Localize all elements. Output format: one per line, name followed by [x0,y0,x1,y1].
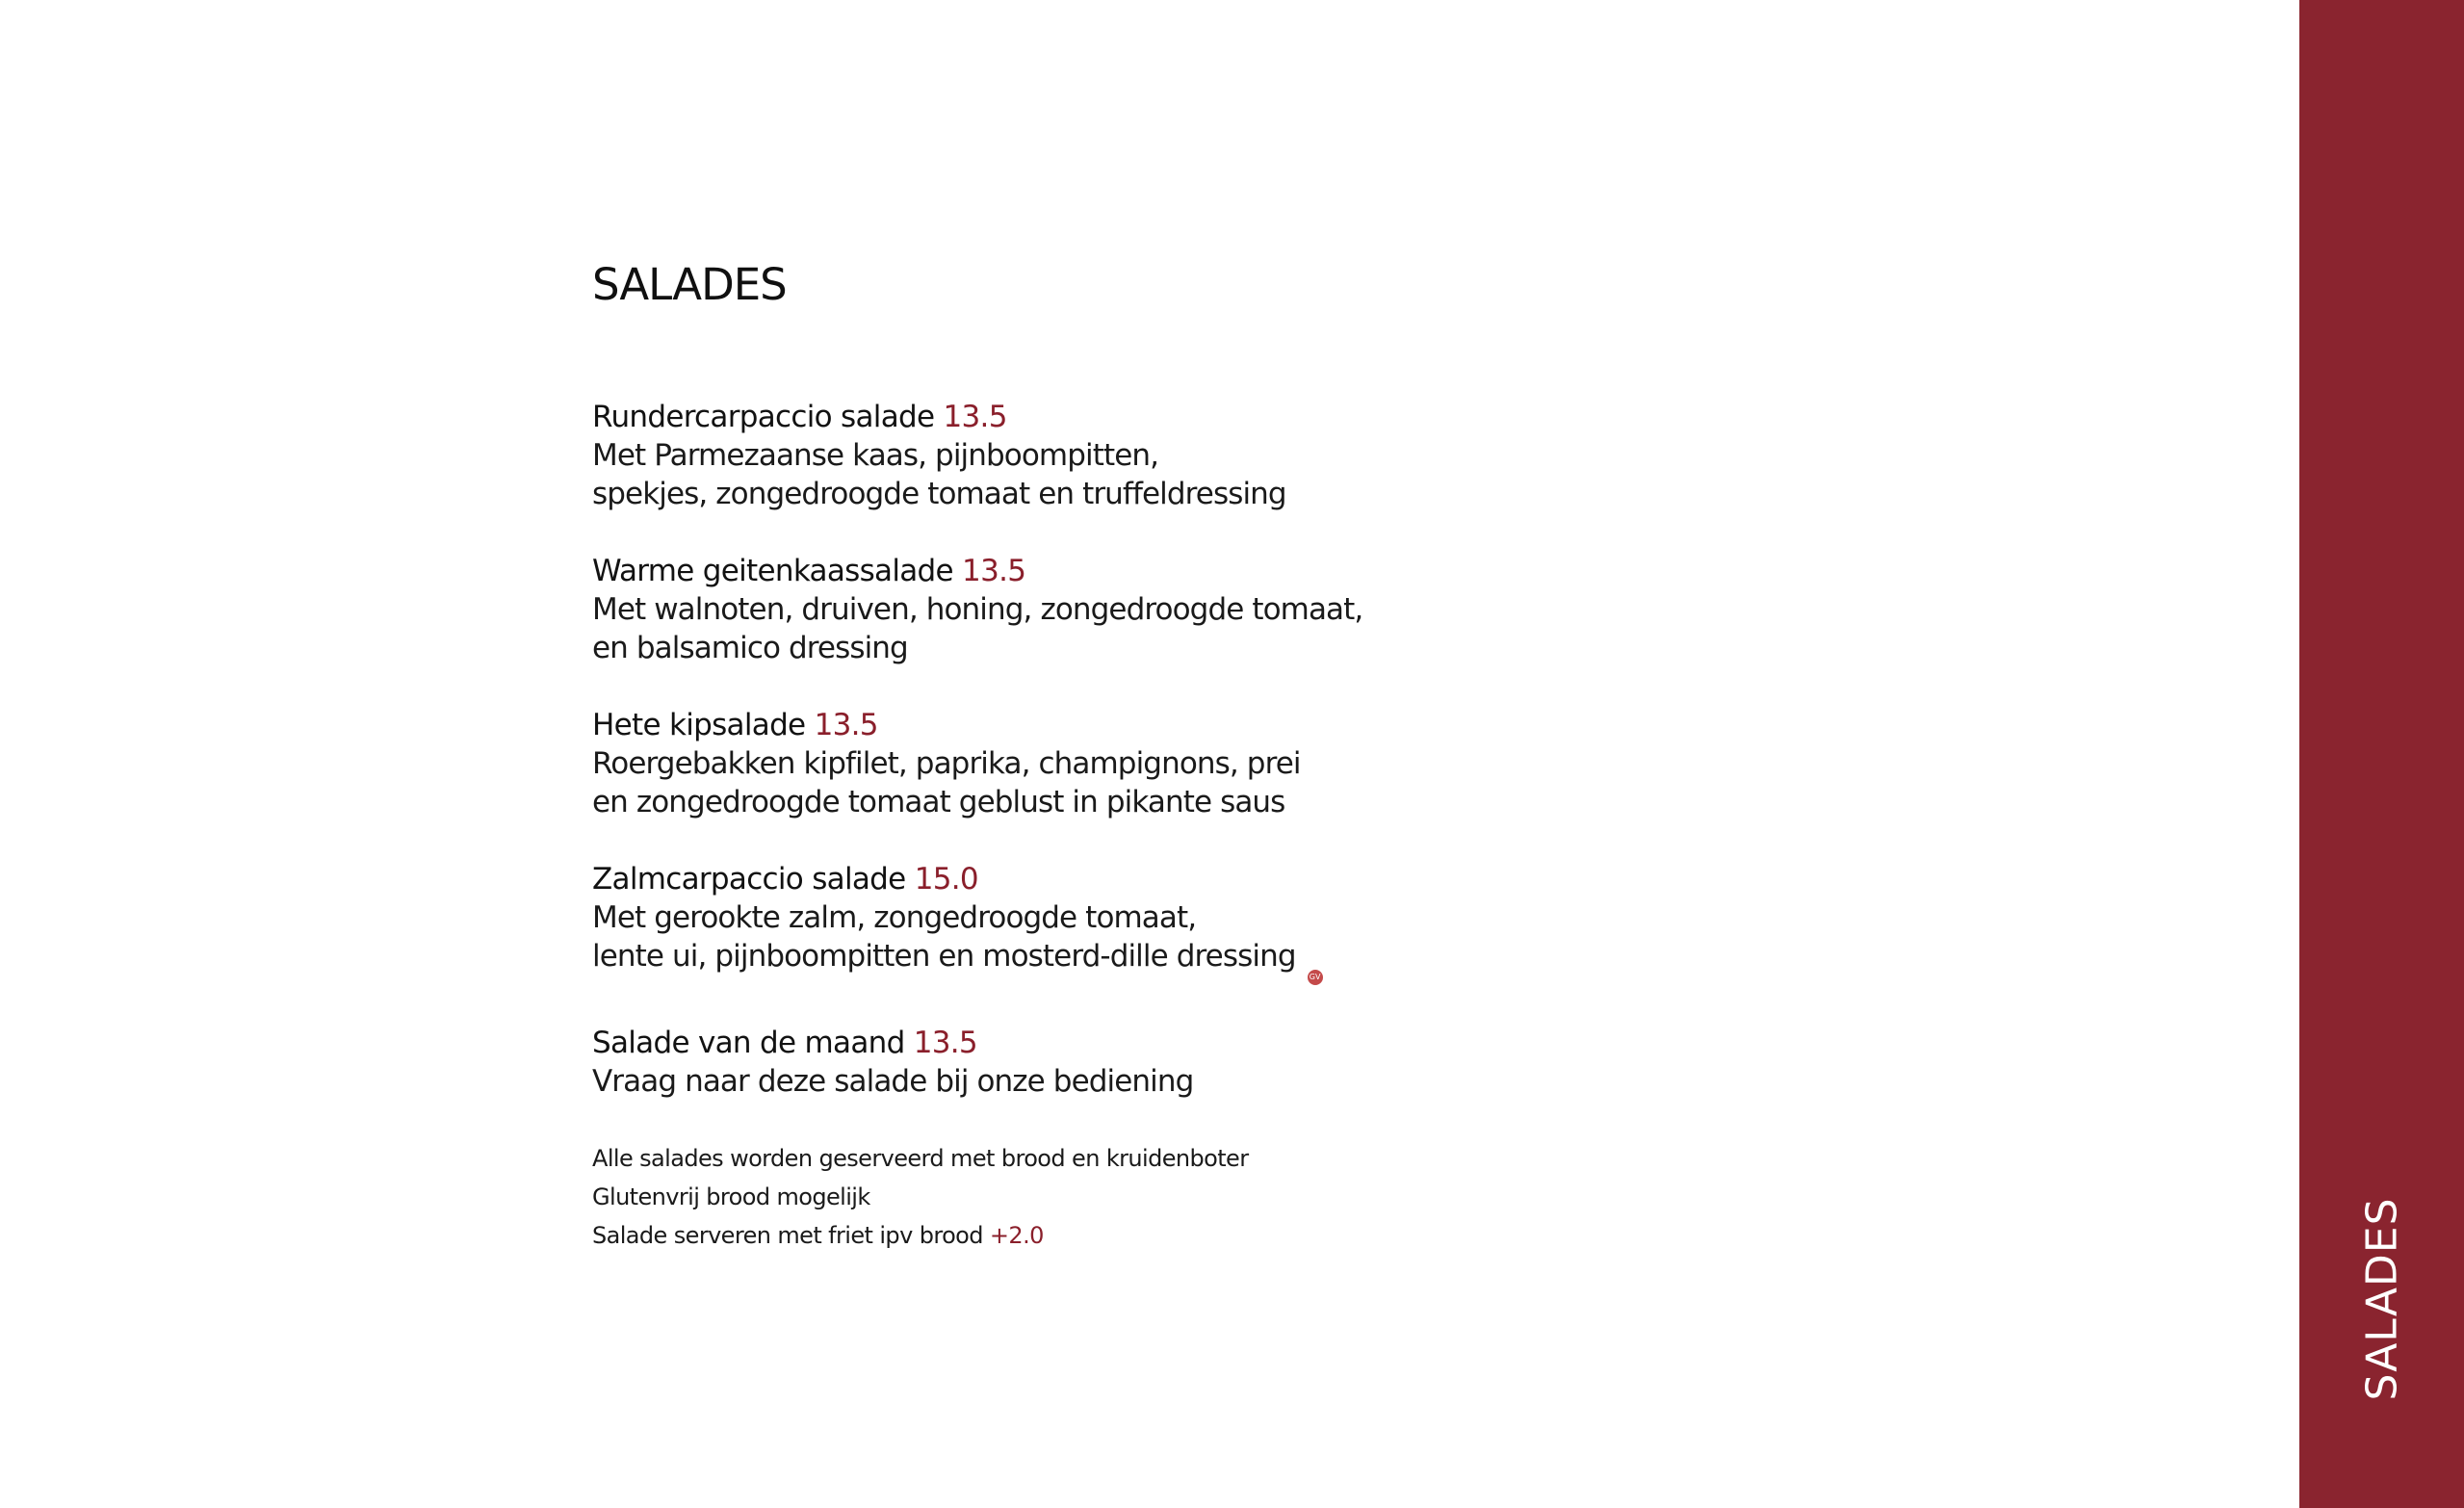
menu-item-kipsalade [592,706,1748,821]
glutenvrij-badge-icon: GV [1308,970,1323,985]
item-price: 15.0 [914,862,978,897]
note-price: +2.0 [989,1222,1044,1249]
menu-item-zalmcarpaccio [592,860,1748,985]
item-price: 13.5 [913,1026,977,1060]
item-name: Salade van de maand [592,1026,905,1060]
item-description-line [592,937,1748,985]
section-sidebar [2299,0,2464,1508]
note-text: Salade serveren met friet ipv brood [592,1222,983,1249]
item-description-line: Roergebakken kipfilet, paprika, champignons, prei [592,746,1301,781]
item-price: 13.5 [814,708,878,742]
item-price: 13.5 [962,554,1026,588]
item-name: Rundercarpaccio salade [592,400,935,434]
menu-item-header [592,706,1748,744]
menu-item-rundercarpaccio [592,398,1748,513]
item-description-line: Met walnoten, druiven, honing, zongedroogde tomaat, [592,592,1363,627]
menu-item-header [592,552,1748,590]
item-description-line: Met gerookte zalm, zongedroogde tomaat, [592,900,1197,935]
menu-item-geitenkaassalade [592,552,1748,667]
menu-item-header [592,398,1748,436]
note-line: Alle salades worden geserveerd met brood en kruidenboter [592,1145,1249,1172]
menu-notes [592,1139,1748,1255]
menu-item-header [592,860,1748,898]
item-description-line: Met Parmezaanse kaas, pijnboompitten, [592,438,1159,473]
menu-items [592,398,1748,1101]
menu-item-header [592,1024,1748,1062]
note-line: Glutenvrij brood mogelijk [592,1183,870,1210]
page-title: SALADES [592,259,787,310]
item-name: Warme geitenkaassalade [592,554,953,588]
item-name: Hete kipsalade [592,708,806,742]
item-description-line: Vraag naar deze salade bij onze bediening [592,1064,1194,1099]
item-description-line: spekjes, zongedroogde tomaat en truffeldressing [592,477,1286,511]
menu-content [592,252,1748,1255]
sidebar-section-label: SALADES [2357,1197,2407,1401]
menu-item-salade-van-de-maand [592,1024,1748,1101]
item-description-line: en balsamico dressing [592,631,908,665]
item-price: 13.5 [943,400,1007,434]
note-line-friet [592,1216,1748,1255]
item-description-line: en zongedroogde tomaat geblust in pikante saus [592,785,1285,819]
item-name: Zalmcarpaccio salade [592,862,906,897]
item-description-text: lente ui, pijnboompitten en mosterd-dille dressing [592,939,1296,974]
